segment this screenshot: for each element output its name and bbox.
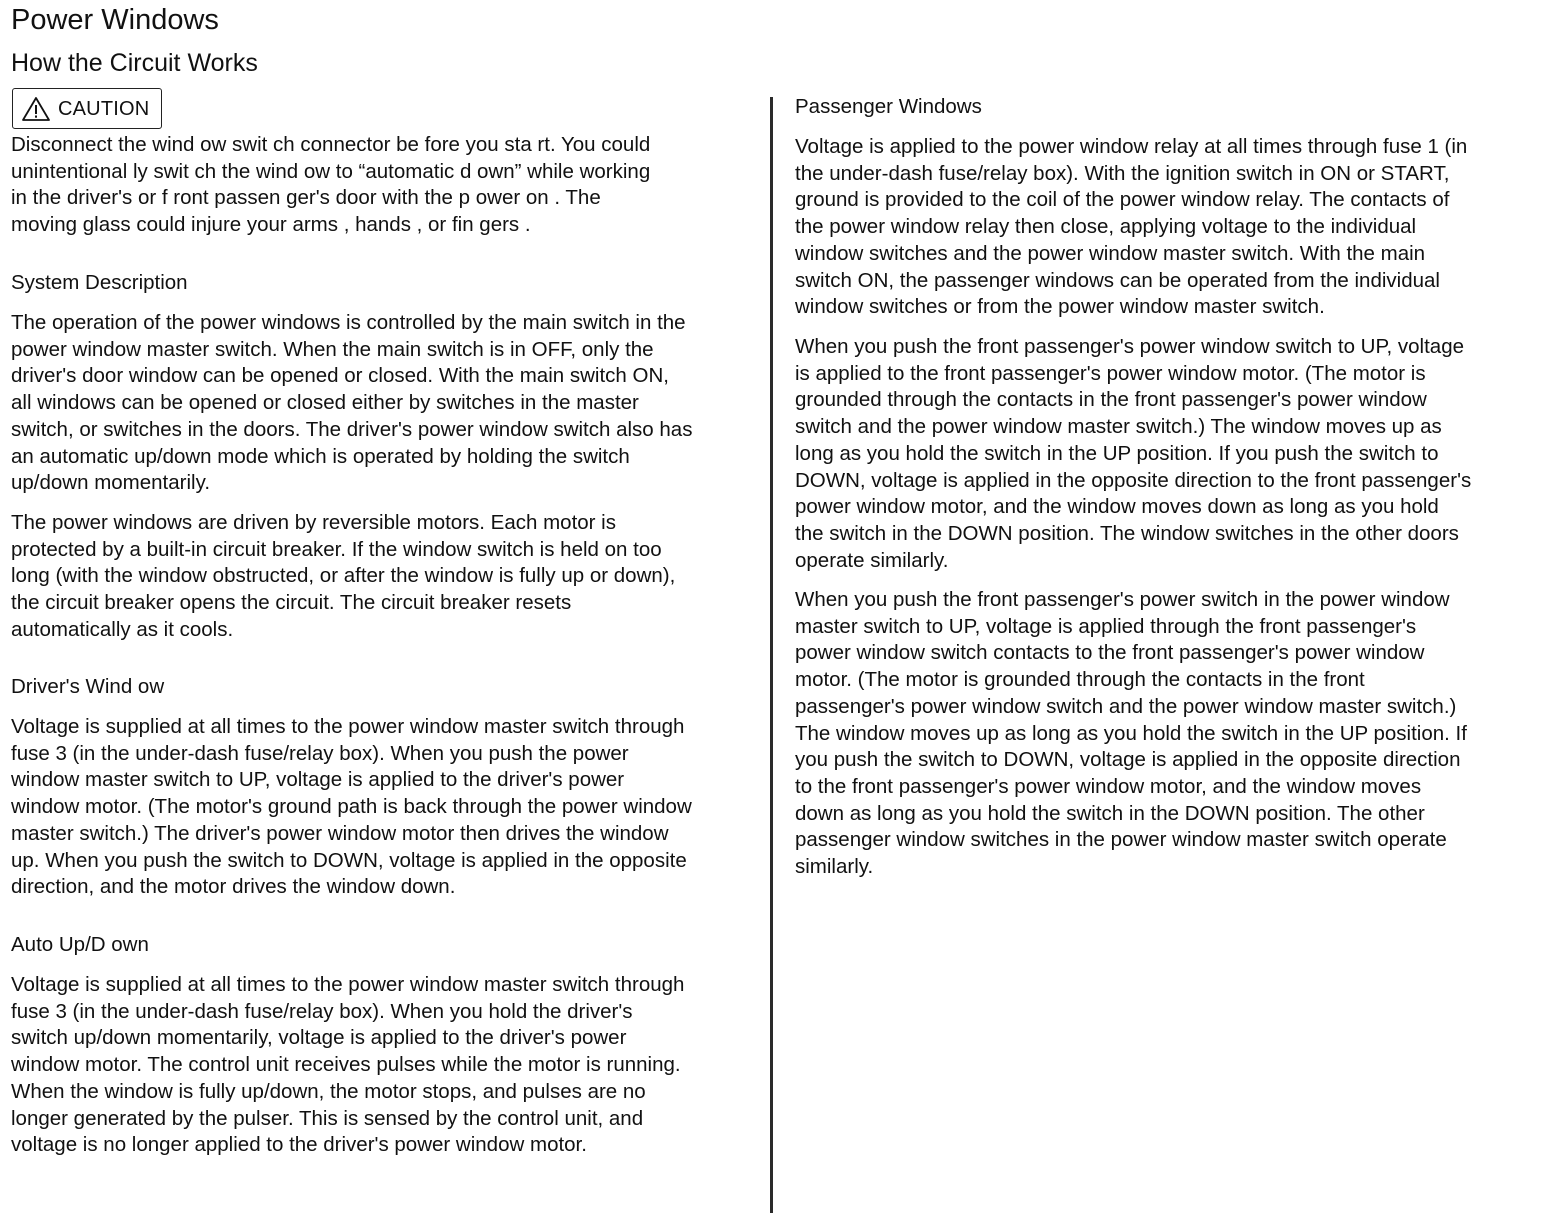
text-line: switch up/down momentarily, voltage is applied to the driver's power xyxy=(11,1026,627,1050)
text-line: passenger window switches in the power window master switch operate xyxy=(795,828,1447,852)
passenger-windows-paragraph-3 xyxy=(795,587,1535,881)
text-line: window switches or from the power window master switch. xyxy=(795,295,1325,319)
text-line: the power window relay then close, applying voltage to the individual xyxy=(795,215,1417,239)
caution-box xyxy=(12,88,162,129)
text-line: to the front passenger's power window motor, and the window moves xyxy=(795,774,1422,798)
system-description-paragraph-1 xyxy=(11,310,751,497)
text-line: an automatic up/down mode which is operated by holding the switch xyxy=(11,444,630,468)
text-line: the under-dash fuse/relay box). With the ignition switch in ON or START, xyxy=(795,161,1450,185)
text-line: power window motor, and the window moves down as long as you hold xyxy=(795,495,1439,519)
text-line: Voltage is supplied at all times to the power window master switch through xyxy=(11,973,685,996)
caution-line: Disconnect the wind ow swit ch connector be fore you sta rt. You could xyxy=(11,133,651,156)
text-line: switch, or switches in the doors. The driver's power window switch also has xyxy=(11,417,693,441)
caution-line: unintentional ly swit ch the wind ow to “automatic d own” while working xyxy=(11,159,651,183)
text-line: direction, and the motor drives the window down. xyxy=(11,875,456,899)
system-description-paragraph-2 xyxy=(11,510,751,644)
text-line: The window moves up as long as you hold the switch in the UP position. If xyxy=(795,721,1467,745)
text-line: window switches and the power window master switch. With the main xyxy=(795,241,1426,265)
text-line: power window switch contacts to the front passenger's power window xyxy=(795,641,1425,665)
caution-line: in the driver's or f ront passen ger's door with the p ower on . The xyxy=(11,186,601,210)
text-line: DOWN, voltage is applied in the opposite direction to the front passenger's xyxy=(795,468,1472,492)
auto-up-down-heading: Auto Up/D own xyxy=(11,933,149,956)
text-line: protected by a built-in circuit breaker. If the window switch is held on too xyxy=(11,537,662,561)
text-line: power window master switch. When the main switch is in OFF, only the xyxy=(11,337,654,361)
text-line: similarly. xyxy=(795,855,874,879)
text-line: Voltage is applied to the power window relay at all times through fuse 1 (in xyxy=(795,135,1468,158)
drivers-window-heading: Driver's Wind ow xyxy=(11,675,165,698)
page-title: Power Windows xyxy=(11,4,219,36)
text-line: window motor. (The motor's ground path is back through the power window xyxy=(11,795,692,819)
text-line: ground is provided to the coil of the power window relay. The contacts of xyxy=(795,188,1450,212)
text-line: The power windows are driven by reversible motors. Each motor is xyxy=(11,511,616,534)
warning-triangle-icon xyxy=(21,96,51,122)
text-line: The operation of the power windows is controlled by the main switch in the xyxy=(11,311,686,334)
text-line: automatically as it cools. xyxy=(11,617,234,641)
text-line: Voltage is supplied at all times to the power window master switch through xyxy=(11,715,685,738)
text-line: fuse 3 (in the under-dash fuse/relay box). When you hold the driver's xyxy=(11,999,633,1023)
text-line: all windows can be opened or closed either by switches in the master xyxy=(11,391,639,415)
text-line: master switch to UP, voltage is applied through the front passenger's xyxy=(795,614,1417,638)
text-line: up. When you push the switch to DOWN, voltage is applied in the opposite xyxy=(11,848,687,872)
text-line: operate similarly. xyxy=(795,548,949,572)
text-line: When you push the front passenger's power window switch to UP, voltage xyxy=(795,335,1465,358)
text-line: switch ON, the passenger windows can be operated from the individual xyxy=(795,268,1440,292)
passenger-windows-paragraph-2 xyxy=(795,334,1535,574)
drivers-window-paragraph xyxy=(11,714,751,901)
system-description-heading: System Description xyxy=(11,271,188,294)
text-line: the circuit breaker opens the circuit. The circuit breaker resets xyxy=(11,591,572,615)
text-line: fuse 3 (in the under-dash fuse/relay box). When you push the power xyxy=(11,741,629,765)
text-line: switch and the power window master switch.) The window moves up as xyxy=(795,415,1442,439)
text-line: the switch in the DOWN position. The window switches in the other doors xyxy=(795,521,1459,545)
text-line: long as you hold the switch in the UP position. If you push the switch to xyxy=(795,441,1439,465)
text-line: driver's door window can be opened or closed. With the main switch ON, xyxy=(11,364,669,388)
text-line: down as long as you hold the switch in the DOWN position. The other xyxy=(795,801,1425,825)
text-line: voltage is no longer applied to the driver's power window motor. xyxy=(11,1133,587,1157)
caution-line: moving glass could injure your arms , hands , or fin gers . xyxy=(11,213,531,237)
text-line: up/down momentarily. xyxy=(11,471,211,495)
text-line: is applied to the front passenger's power window motor. (The motor is xyxy=(795,361,1426,385)
text-line: master switch.) The driver's power window motor then drives the window xyxy=(11,821,669,845)
text-line: window master switch to UP, voltage is applied to the driver's power xyxy=(11,768,625,792)
auto-up-down-paragraph xyxy=(11,972,751,1159)
text-line: When the window is fully up/down, the motor stops, and pulses are no xyxy=(11,1079,646,1103)
text-line: window motor. The control unit receives pulses while the motor is running. xyxy=(11,1053,681,1077)
column-divider xyxy=(770,97,773,1213)
text-line: When you push the front passenger's power switch in the power window xyxy=(795,588,1450,611)
text-line: longer generated by the pulser. This is sensed by the control unit, and xyxy=(11,1106,644,1130)
passenger-windows-heading: Passenger Windows xyxy=(795,95,982,118)
passenger-windows-paragraph-1 xyxy=(795,134,1535,321)
text-line: motor. (The motor is grounded through the contacts in the front xyxy=(795,668,1365,692)
caution-text xyxy=(11,132,751,239)
text-line: you push the switch to DOWN, voltage is applied in the opposite direction xyxy=(795,748,1461,772)
text-line: long (with the window obstructed, or after the window is fully up or down), xyxy=(11,564,676,588)
caution-label: CAUTION xyxy=(58,97,150,120)
page-subtitle: How the Circuit Works xyxy=(11,49,258,77)
text-line: passenger's power window switch and the power window master switch.) xyxy=(795,694,1457,718)
text-line: grounded through the contacts in the front passenger's power window xyxy=(795,388,1427,412)
